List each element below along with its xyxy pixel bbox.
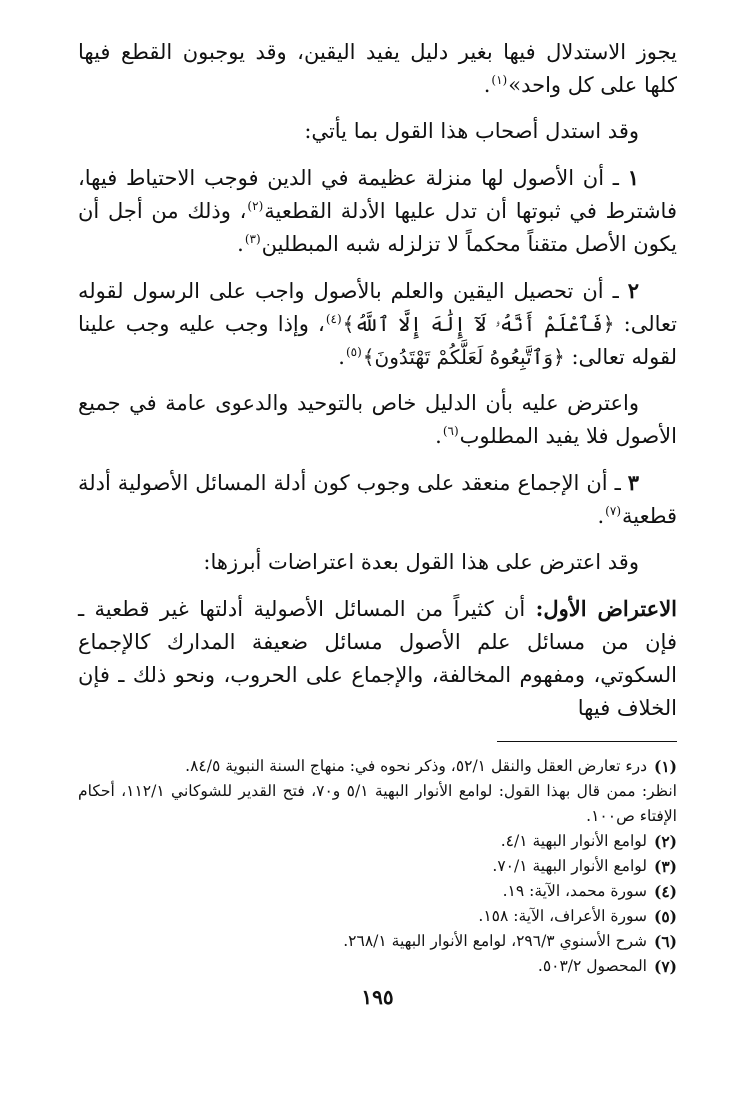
paragraph-5-end: . [435,424,442,448]
paragraph-4-text-a: ـ أن تحصيل اليقين والعلم بالأصول واجب على الرسول لقوله تعالى: [78,279,678,336]
footnote-number: (٦) [653,932,677,951]
footnote-6 [78,929,677,954]
footnote-text: المحصول ٥٠٣/٢. [537,957,647,975]
paragraph-7-text: وقد اعترض على هذا القول بعدة اعتراضات أبرزها: [203,550,639,574]
footnote-number: (٣) [653,857,677,876]
footnote-2 [78,829,677,854]
footnote-3 [78,854,677,879]
footnote-ref-6[interactable]: (٦) [442,424,459,438]
paragraph-2 [78,115,677,148]
footnotes [78,754,677,979]
paragraph-3 [78,161,677,261]
item-number-2: ٢ [627,278,639,303]
footnote-number: (٥) [653,907,677,926]
footnote-divider [497,741,677,742]
footnote-text: انظر: ممن قال بهذا القول: لوامع الأنوار البهية ٥/١ و٧٠، فتح القدير للشوكاني ١١٢/١، أحكام الإفتاء ص١٠٠. [78,782,677,825]
paragraph-1 [78,36,677,102]
quran-verse-2: ﴿وَٱتَّبِعُوهُ لَعَلَّكُمْ تَهْتَدُونَ﴾ [362,345,565,369]
paragraph-1-text: يجوز الاستدلال فيها بغير دليل يفيد اليقين، وقد يوجبون القطع فيها كلها على كل واحد» [78,40,677,97]
paragraph-5-text: واعترض عليه بأن الدليل خاص بالتوحيد والدعوى عامة في جميع الأصول فلا يفيد المطلوب [78,391,677,448]
paragraph-3-end: . [237,232,244,256]
item-number-1: ١ [627,165,639,190]
book-page [78,36,677,1039]
footnote-text: درء تعارض العقل والنقل ٥٢/١، وذكر نحوه في: منهاج السنة النبوية ٨٤/٥. [185,757,647,775]
quran-verse-1: ﴿فَٱعْلَمْ أَنَّهُۥ لَآ إِلَٰهَ إِلَّا ٱللَّهُ﴾ [342,312,615,336]
footnote-text: لوامع الأنوار البهية ٧٠/١. [492,857,647,875]
main-text [78,36,677,725]
footnote-ref-7[interactable]: (٧) [605,504,621,518]
paragraph-8 [78,592,677,725]
footnote-ref-3[interactable]: (٣) [244,232,261,246]
paragraph-4-text-b: ، وإذا وجب عليه وجب علينا لقوله تعالى: [78,312,677,369]
footnote-ref-5[interactable]: (٥) [345,345,362,359]
footnote-number: (٤) [653,882,677,901]
footnote-text: سورة الأعراف، الآية: ١٥٨. [478,907,647,925]
footnote-7 [78,954,677,979]
footnote-1 [78,754,677,779]
footnote-text: لوامع الأنوار البهية ٤/١. [500,832,647,850]
paragraph-4 [78,274,677,374]
footnote-1-continuation [78,779,677,829]
footnote-5 [78,904,677,929]
footnote-text: شرح الأسنوي ٢٩٦/٣، لوامع الأنوار البهية ٢٦٨/١. [343,932,647,950]
paragraph-6 [78,466,677,533]
paragraph-2-text: وقد استدل أصحاب هذا القول بما يأتي: [304,119,639,143]
paragraph-3-text-b: ، وذلك من أجل أن يكون الأصل متقناً محكماً لا تزلزله شبه المبطلين [78,199,677,256]
paragraph-3-text-a: ـ أن الأصول لها منزلة عظيمة في الدين فوجب الاحتياط فيها، فاشترط في ثبوتها أن تدل عليها الأدلة القطعية [78,166,677,223]
footnote-number: (٢) [653,832,677,851]
paragraph-7 [78,546,677,579]
paragraph-6-text: ـ أن الإجماع منعقد على وجوب كون أدلة المسائل الأصولية أدلة قطعية [78,471,677,528]
page-number: ١٩٥ [361,985,394,1009]
paragraph-6-end: . [597,504,605,528]
footnote-text: سورة محمد، الآية: ١٩. [502,882,647,900]
paragraph-4-end: . [338,345,345,369]
item-number-3: ٣ [627,470,639,495]
footnote-number: (٧) [653,957,677,976]
footnote-number: (١) [653,757,677,776]
footnote-ref-2[interactable]: (٢) [247,199,264,213]
footnote-ref-4[interactable]: (٤) [325,312,342,326]
paragraph-5 [78,387,677,453]
footnote-ref-1[interactable]: (١) [491,73,508,87]
paragraph-1-end: . [483,73,491,97]
objection-label: الاعتراض الأول: [535,596,678,621]
footnote-4 [78,879,677,904]
paragraph-8-text: أن كثيراً من المسائل الأصولية أدلتها غير قطعية ـ فإن من مسائل علم الأصول مسائل ضعيفة المدارك كالإجماع السكوتي، ومفهوم المخالفة، والإجماع على الحروب، ونحو ذلك ـ فإن الخلاف فيها [78,597,677,720]
